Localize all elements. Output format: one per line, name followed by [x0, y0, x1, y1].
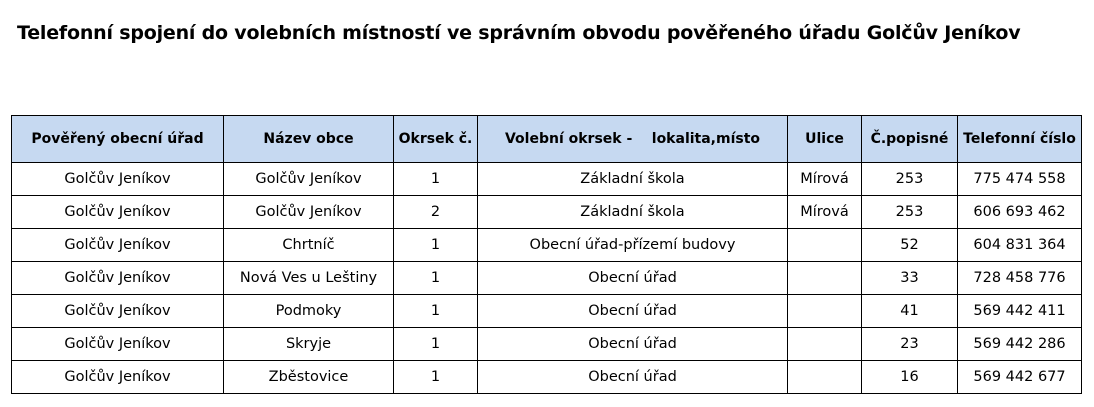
district-number-cell: 1 [394, 163, 478, 196]
table-header-row [12, 116, 1082, 163]
street-cell: Mírová [788, 163, 862, 196]
office-cell: Golčův Jeníkov [12, 295, 224, 328]
municipality-cell: Golčův Jeníkov [224, 196, 394, 229]
street-cell [788, 262, 862, 295]
phone-cell: 569 442 677 [958, 361, 1082, 394]
polling-location-cell: Obecní úřad [478, 262, 788, 295]
polling-location-cell: Obecní úřad-přízemí budovy [478, 229, 788, 262]
office-cell: Golčův Jeníkov [12, 361, 224, 394]
street-cell [788, 295, 862, 328]
table-row [12, 163, 1082, 196]
table-row [12, 229, 1082, 262]
header-office: Pověřený obecní úřad [12, 116, 224, 163]
phone-cell: 569 442 286 [958, 328, 1082, 361]
office-cell: Golčův Jeníkov [12, 328, 224, 361]
municipality-cell: Skryje [224, 328, 394, 361]
polling-stations-table [11, 115, 1082, 394]
header-phone: Telefonní číslo [958, 116, 1082, 163]
street-cell [788, 361, 862, 394]
municipality-cell: Nová Ves u Leštiny [224, 262, 394, 295]
phone-cell: 775 474 558 [958, 163, 1082, 196]
house-number-cell: 23 [862, 328, 958, 361]
district-number-cell: 1 [394, 328, 478, 361]
header-municipality: Název obce [224, 116, 394, 163]
polling-location-cell: Obecní úřad [478, 361, 788, 394]
district-number-cell: 1 [394, 361, 478, 394]
table-row [12, 196, 1082, 229]
polling-location-cell: Základní škola [478, 163, 788, 196]
polling-location-cell: Obecní úřad [478, 295, 788, 328]
house-number-cell: 33 [862, 262, 958, 295]
district-number-cell: 1 [394, 262, 478, 295]
header-district-number: Okrsek č. [394, 116, 478, 163]
municipality-cell: Podmoky [224, 295, 394, 328]
district-number-cell: 1 [394, 229, 478, 262]
office-cell: Golčův Jeníkov [12, 229, 224, 262]
municipality-cell: Chrtníč [224, 229, 394, 262]
header-house-number: Č.popisné [862, 116, 958, 163]
polling-location-cell: Obecní úřad [478, 328, 788, 361]
house-number-cell: 253 [862, 163, 958, 196]
phone-cell: 606 693 462 [958, 196, 1082, 229]
office-cell: Golčův Jeníkov [12, 163, 224, 196]
table-row [12, 262, 1082, 295]
house-number-cell: 253 [862, 196, 958, 229]
municipality-cell: Golčův Jeníkov [224, 163, 394, 196]
table-row [12, 361, 1082, 394]
street-cell [788, 328, 862, 361]
office-cell: Golčův Jeníkov [12, 262, 224, 295]
municipality-cell: Zběstovice [224, 361, 394, 394]
table-row [12, 295, 1082, 328]
table-row [12, 328, 1082, 361]
district-number-cell: 2 [394, 196, 478, 229]
polling-location-cell: Základní škola [478, 196, 788, 229]
street-cell: Mírová [788, 196, 862, 229]
office-cell: Golčův Jeníkov [12, 196, 224, 229]
district-number-cell: 1 [394, 295, 478, 328]
header-street: Ulice [788, 116, 862, 163]
house-number-cell: 41 [862, 295, 958, 328]
house-number-cell: 52 [862, 229, 958, 262]
house-number-cell: 16 [862, 361, 958, 394]
phone-cell: 728 458 776 [958, 262, 1082, 295]
street-cell [788, 229, 862, 262]
page-title: Telefonní spojení do volebních místností ve správním obvodu pověřeného úřadu Golčův Jeníkov [17, 22, 1021, 44]
phone-cell: 569 442 411 [958, 295, 1082, 328]
phone-cell: 604 831 364 [958, 229, 1082, 262]
header-polling-location: Volební okrsek - lokalita,místo [478, 116, 788, 163]
